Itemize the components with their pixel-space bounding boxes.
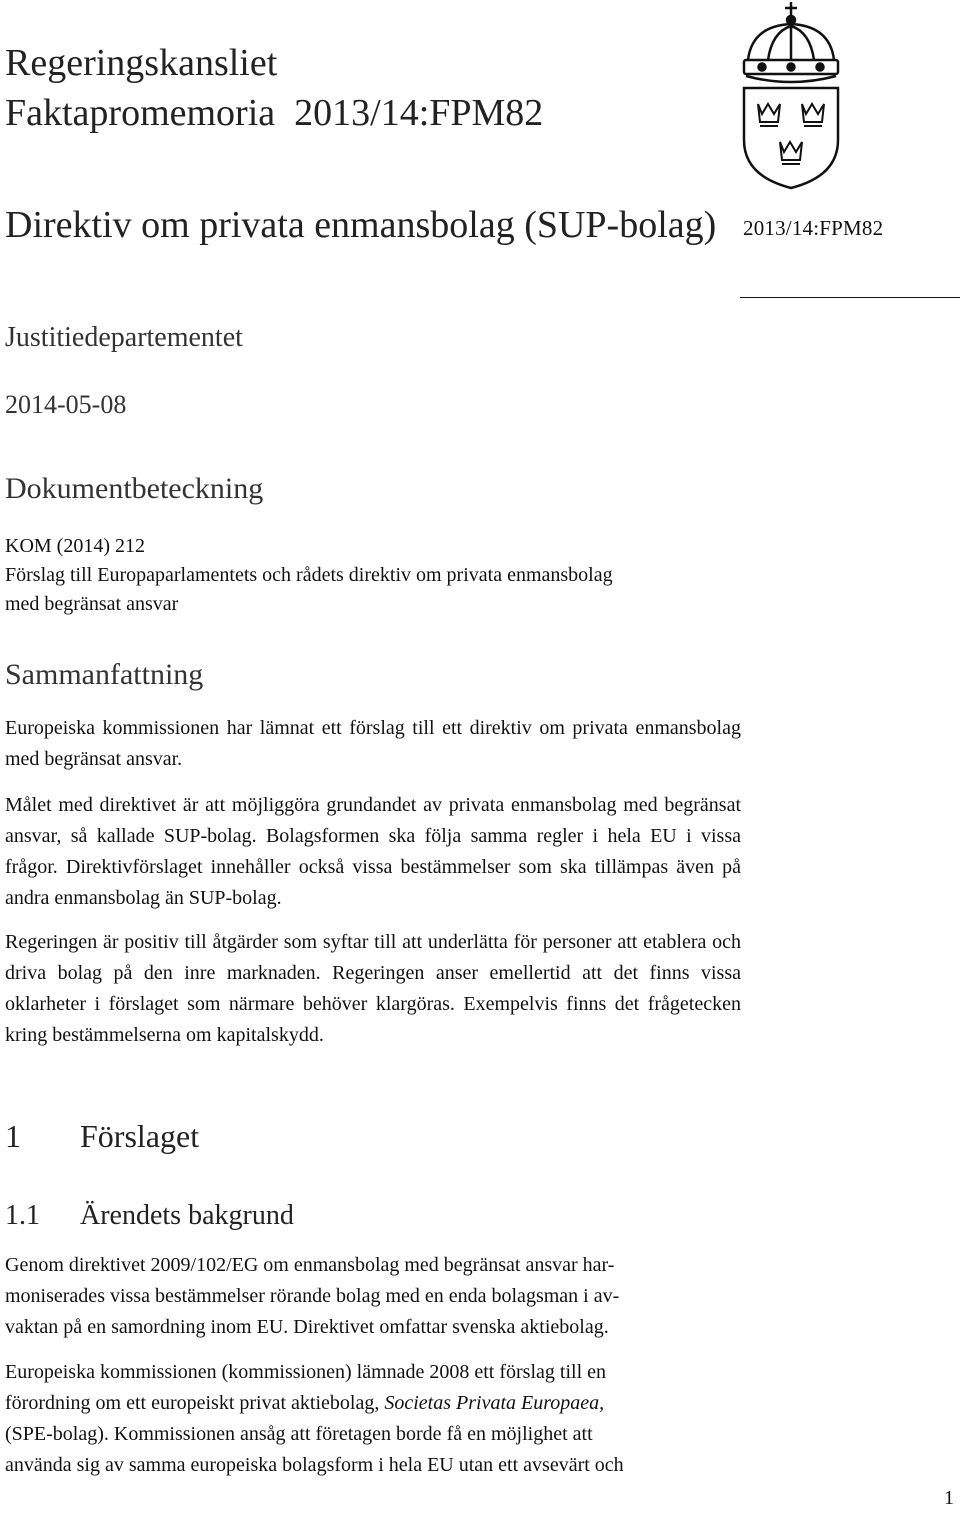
paragraph-line [5, 1388, 741, 1419]
section-number: 1 [5, 1118, 21, 1154]
italic-term: Societas Privata Europaea, [384, 1392, 605, 1414]
paragraph-text: förordning om ett europeiskt privat aktiebolag, [5, 1392, 380, 1414]
designation-heading: Dokumentbeteckning [5, 472, 264, 505]
designation-block [5, 532, 613, 619]
paragraph-line: (SPE-bolag). Kommissionen ansåg att företagen borde få en möjlighet att [5, 1423, 593, 1445]
paragraph-line: Genom direktivet 2009/102/EG om enmansbolag med begränsat ansvar har- [5, 1254, 615, 1276]
paragraph-line: använda sig av samma europeiska bolagsform i hela EU utan ett avsevärt och [5, 1454, 624, 1476]
paragraph-line: Europeiska kommissionen (kommissionen) lämnade 2008 ett förslag till en [5, 1361, 607, 1383]
designation-line: med begränsat ansvar [5, 593, 179, 615]
summary-paragraph: Regeringen är positiv till åtgärder som syftar till att underlätta för personer att etablera och driva bolag på den inre marknaden. Regeringen anser emellertid att det finns vissa oklarheter i förslaget som närmare behöver klargöras. Exempelvis finns det frågetecken kring bestämmelserna om kapitalskydd. [5, 931, 741, 1046]
organization-name: Regeringskansliet [5, 42, 278, 84]
page-number: 1 [944, 1487, 954, 1509]
background-paragraph [5, 1357, 741, 1481]
document-type: Faktapromemoria 2013/14:FPM82 [5, 92, 544, 134]
designation-line: KOM (2014) 212 [5, 535, 145, 557]
section-title: Förslaget [80, 1118, 200, 1154]
summary-paragraph: Europeiska kommissionen har lämnat ett förslag till ett direktiv om privata enmansbolag med begränsat ansvar. [5, 717, 741, 770]
subsection-title: Ärendets bakgrund [80, 1200, 294, 1231]
header-divider [740, 297, 960, 298]
swedish-coat-of-arms-icon [738, 0, 844, 190]
summary-heading: Sammanfattning [5, 658, 204, 691]
date: 2014-05-08 [5, 390, 127, 419]
document-title: Direktiv om privata enmansbolag (SUP-bolag) [5, 204, 717, 246]
summary-paragraph: Målet med direktivet är att möjliggöra grundandet av privata enmansbolag med begränsat ansvar, så kallade SUP-bolag. Bolagsformen ska följa samma regler i hela EU i vissa frågor. Direktivförslaget innehåller också vissa bestämmelser som ska tillämpas även på andra enmansbolag än SUP-bolag. [5, 794, 741, 909]
department: Justitiedepartementet [5, 322, 243, 353]
paragraph-line: moniserades vissa bestämmelser rörande bolag med en enda bolagsman i av- [5, 1285, 620, 1307]
subsection-number: 1.1 [5, 1200, 40, 1231]
reference-number: 2013/14:FPM82 [743, 216, 884, 240]
designation-line: Förslag till Europaparlamentets och rådets direktiv om privata enmansbolag [5, 564, 613, 586]
paragraph-line: vaktan på en samordning inom EU. Direktivet omfattar svenska aktiebolag. [5, 1316, 609, 1338]
background-paragraph [5, 1250, 741, 1343]
